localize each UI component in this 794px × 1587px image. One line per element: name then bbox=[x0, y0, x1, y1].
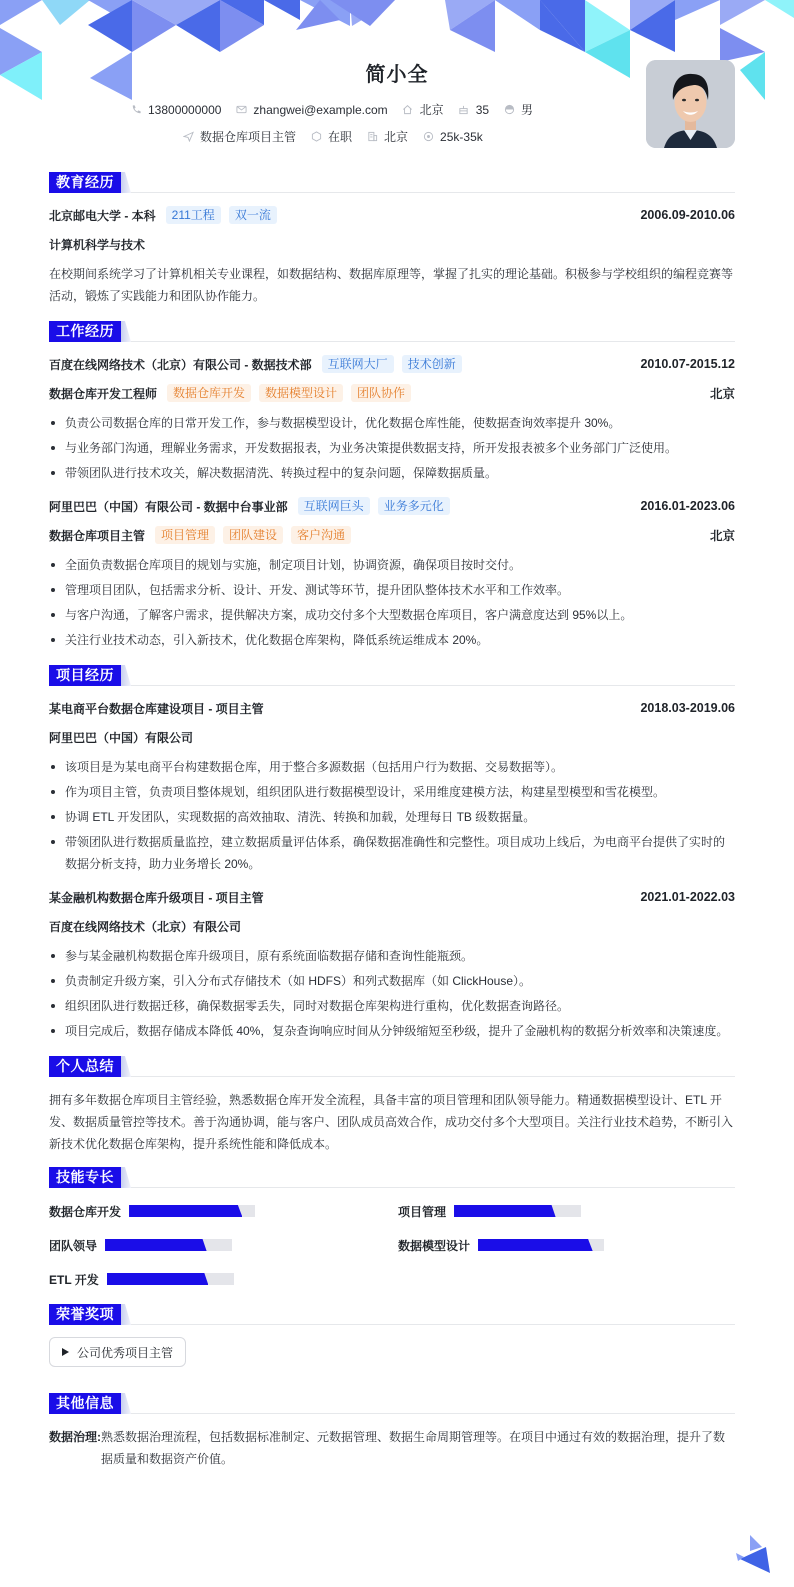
avatar bbox=[646, 60, 735, 148]
email-item: zhangwei@example.com bbox=[235, 103, 387, 117]
skill-bar-fill bbox=[454, 1205, 556, 1217]
skills-grid bbox=[49, 1200, 735, 1288]
skill-label: 项目管理 bbox=[398, 1204, 447, 1219]
bullet-item: 全面负责数据仓库项目的规划与实施，制定项目计划，协调资源，确保项目按时交付。 bbox=[49, 554, 735, 576]
company-tag: 业务多元化 bbox=[378, 497, 450, 515]
home-icon bbox=[402, 104, 414, 116]
skill-label: 团队领导 bbox=[49, 1238, 98, 1253]
work-city: 北京 bbox=[709, 529, 735, 543]
gender-icon bbox=[503, 104, 515, 116]
work-bullets bbox=[49, 554, 735, 651]
skills-section bbox=[49, 1165, 735, 1288]
section-header bbox=[49, 1302, 735, 1325]
section-header bbox=[49, 1054, 735, 1077]
age-icon bbox=[458, 104, 470, 116]
status-item: 在职 bbox=[310, 128, 352, 145]
avatar-photo-icon bbox=[646, 60, 735, 148]
role-tag: 客户沟通 bbox=[291, 526, 351, 544]
bullet-item: 组织团队进行数据迁移，确保数据零丢失，同时对数据仓库架构进行重构，优化数据查询路径。 bbox=[49, 995, 735, 1017]
project-bullets bbox=[49, 945, 735, 1042]
skill-bar-fill bbox=[478, 1239, 593, 1251]
salary-item: 25k-35k bbox=[422, 130, 483, 144]
bullet-item: 负责制定升级方案，引入分布式存储技术（如 HDFS）和列式数据库（如 ClickHouse）。 bbox=[49, 970, 735, 992]
section-header bbox=[49, 170, 735, 193]
section-title: 技能专长 bbox=[49, 1167, 121, 1188]
award-item bbox=[49, 1337, 186, 1367]
work-city: 北京 bbox=[709, 387, 735, 401]
summary-text: 拥有多年数据仓库项目主管经验，熟悉数据仓库开发全流程，具备丰富的项目管理和团队领导能力。精通数据模型设计、ETL 开发、数据质量管控等技术。善于沟通协调，能与客户、团队成员高效合作，成功交付多个大型项目。关注行业技术趋势，不断引入新技术优化数据仓库架构，提升系统性能和降低成本。 bbox=[49, 1093, 734, 1151]
status-icon bbox=[310, 131, 322, 143]
section-title: 荣誉奖项 bbox=[49, 1304, 121, 1325]
bullet-item: 协调 ETL 开发团队，实现数据的高效抽取、清洗、转换和加载，处理每日 TB 级数据量。 bbox=[49, 806, 735, 828]
work-section bbox=[49, 319, 735, 651]
school-tag: 211工程 bbox=[166, 206, 221, 224]
section-title-tail bbox=[121, 1056, 131, 1077]
role-tag: 数据模型设计 bbox=[259, 384, 343, 402]
location-item: 北京 bbox=[402, 101, 444, 118]
skill-bar bbox=[107, 1273, 234, 1285]
school-tag: 双一流 bbox=[229, 206, 277, 224]
section-header bbox=[49, 663, 735, 686]
building-icon bbox=[366, 131, 378, 143]
education-description: 在校期间系统学习了计算机相关专业课程，如数据结构、数据库原理等，掌握了扎实的理论基础。积极参与学校组织的编程竞赛等活动，锻炼了实践能力和团队协作能力。 bbox=[49, 267, 734, 303]
bullet-item: 该项目是为某电商平台构建数据仓库，用于整合多源数据（包括用户行为数据、交易数据等）。 bbox=[49, 756, 735, 778]
other-section bbox=[49, 1391, 735, 1470]
phone-item: 13800000000 bbox=[130, 103, 221, 117]
projects-section bbox=[49, 663, 735, 1042]
project-item bbox=[49, 887, 735, 1042]
section-title: 个人总结 bbox=[49, 1056, 121, 1077]
job-role: 数据仓库开发工程师 bbox=[49, 386, 158, 401]
age-item: 35 bbox=[458, 103, 489, 117]
company-name: 阿里巴巴（中国）有限公司 - 数据中台事业部 bbox=[49, 499, 288, 514]
bullet-item: 与业务部门沟通，理解业务需求，开发数据报表，为业务决策提供数据支持，所开发报表被多个业务部门广泛使用。 bbox=[49, 437, 735, 459]
skill-bar bbox=[105, 1239, 232, 1251]
bullet-item: 带领团队进行技术攻关，解决数据清洗、转换过程中的复杂问题，保障数据质量。 bbox=[49, 462, 735, 484]
job-intent-row bbox=[182, 128, 497, 145]
skill-item bbox=[49, 1236, 398, 1254]
job-role: 数据仓库项目主管 bbox=[49, 528, 146, 543]
bullet-item: 项目完成后，数据存储成本降低 40%，复杂查询响应时间从分钟级缩短至秒级，提升了金融机构的数据分析效率和决策速度。 bbox=[49, 1020, 735, 1042]
other-text: 熟悉数据治理流程，包括数据标准制定、元数据管理、数据生命周期管理等。在项目中通过有效的数据治理，提升了数据质量和数据资产价值。 bbox=[101, 1430, 726, 1466]
skill-bar-fill bbox=[129, 1205, 242, 1217]
section-title: 教育经历 bbox=[49, 172, 121, 193]
skill-item bbox=[398, 1236, 738, 1254]
section-header bbox=[49, 1391, 735, 1414]
award-label: 公司优秀项目主管 bbox=[77, 1345, 174, 1360]
section-title-tail bbox=[121, 1304, 131, 1325]
work-item bbox=[49, 354, 735, 484]
work-item bbox=[49, 496, 735, 651]
gender-item: 男 bbox=[503, 101, 533, 118]
salary-icon bbox=[422, 131, 434, 143]
section-header bbox=[49, 1165, 735, 1188]
company-tag: 互联网巨头 bbox=[298, 497, 370, 515]
work-bullets bbox=[49, 412, 735, 484]
send-icon bbox=[182, 131, 194, 143]
skill-item bbox=[49, 1202, 398, 1220]
role-tag: 团队协作 bbox=[351, 384, 411, 402]
role-tag: 项目管理 bbox=[155, 526, 215, 544]
section-title: 工作经历 bbox=[49, 321, 121, 342]
project-company: 百度在线网络技术（北京）有限公司 bbox=[49, 919, 242, 934]
skill-bar bbox=[454, 1205, 581, 1217]
bullet-item: 关注行业技术动态，引入新技术，优化数据仓库架构，降低系统运维成本 20%。 bbox=[49, 629, 735, 651]
bullet-item: 管理项目团队，包括需求分析、设计、开发、测试等环节，提升团队整体技术水平和工作效率。 bbox=[49, 579, 735, 601]
project-name: 某电商平台数据仓库建设项目 - 项目主管 bbox=[49, 701, 264, 716]
bullet-item: 负责公司数据仓库的日常开发工作，参与数据模型设计，优化数据仓库性能，使数据查询效率提升 30%。 bbox=[49, 412, 735, 434]
footer-decoration-icon bbox=[736, 1533, 772, 1575]
project-item bbox=[49, 698, 735, 875]
section-title-tail bbox=[121, 321, 131, 342]
company-tag: 技术创新 bbox=[402, 355, 462, 373]
project-date: 2018.03-2019.06 bbox=[640, 701, 735, 715]
section-title: 项目经历 bbox=[49, 665, 121, 686]
work-date: 2010.07-2015.12 bbox=[640, 357, 735, 371]
bullet-item: 作为项目主管，负责项目整体规划，组织团队进行数据模型设计，采用维度建模方法，构建星型模型和雪花模型。 bbox=[49, 781, 735, 803]
skill-bar-fill bbox=[107, 1273, 209, 1285]
resume-header bbox=[0, 0, 794, 170]
education-date: 2006.09-2010.06 bbox=[640, 208, 735, 222]
resume-body bbox=[0, 170, 794, 1470]
skill-bar bbox=[478, 1239, 604, 1251]
bullet-item: 带领团队进行数据质量监控，建立数据质量评估体系，确保数据准确性和完整性。项目成功上线后，为电商平台提供了实时的数据分析支持，助力业务增长 20%。 bbox=[49, 831, 735, 875]
skill-bar-fill bbox=[105, 1239, 207, 1251]
school-name: 北京邮电大学 - 本科 bbox=[49, 208, 156, 223]
skill-label: 数据模型设计 bbox=[398, 1238, 471, 1253]
project-name: 某金融机构数据仓库升级项目 - 项目主管 bbox=[49, 890, 264, 905]
email-icon bbox=[235, 104, 247, 116]
summary-section bbox=[49, 1054, 735, 1155]
bullet-item: 与客户沟通，了解客户需求，提供解决方案，成功交付多个大型数据仓库项目，客户满意度达到 95%以上。 bbox=[49, 604, 735, 626]
role-tag: 团队建设 bbox=[223, 526, 283, 544]
play-triangle-icon bbox=[62, 1348, 69, 1356]
company-name: 百度在线网络技术（北京）有限公司 - 数据技术部 bbox=[49, 357, 312, 372]
city-item: 北京 bbox=[366, 128, 408, 145]
contact-row bbox=[130, 101, 547, 118]
skill-item bbox=[398, 1202, 738, 1220]
role-tag: 数据仓库开发 bbox=[167, 384, 251, 402]
other-item bbox=[49, 1426, 735, 1470]
education-item bbox=[49, 205, 735, 307]
project-date: 2021.01-2022.03 bbox=[640, 890, 735, 904]
section-title-tail bbox=[121, 1167, 131, 1188]
company-tag: 互联网大厂 bbox=[322, 355, 394, 373]
project-company: 阿里巴巴（中国）有限公司 bbox=[49, 730, 194, 745]
position-item: 数据仓库项目主管 bbox=[182, 128, 296, 145]
section-title-tail bbox=[121, 665, 131, 686]
candidate-name: 简小全 bbox=[365, 64, 429, 86]
work-date: 2016.01-2023.06 bbox=[640, 499, 735, 513]
bullet-item: 参与某金融机构数据仓库升级项目，原有系统面临数据存储和查询性能瓶颈。 bbox=[49, 945, 735, 967]
project-bullets bbox=[49, 756, 735, 875]
section-header bbox=[49, 319, 735, 342]
education-section bbox=[49, 170, 735, 307]
skill-item bbox=[49, 1270, 398, 1288]
other-label: 数据治理: bbox=[49, 1430, 101, 1444]
skill-label: ETL 开发 bbox=[49, 1272, 99, 1287]
major: 计算机科学与技术 bbox=[49, 237, 146, 252]
section-title: 其他信息 bbox=[49, 1393, 121, 1414]
skill-bar bbox=[129, 1205, 255, 1217]
section-title-tail bbox=[121, 172, 131, 193]
section-title-tail bbox=[121, 1393, 131, 1414]
skill-label: 数据仓库开发 bbox=[49, 1204, 122, 1219]
awards-section bbox=[49, 1302, 735, 1381]
phone-icon bbox=[130, 104, 142, 116]
